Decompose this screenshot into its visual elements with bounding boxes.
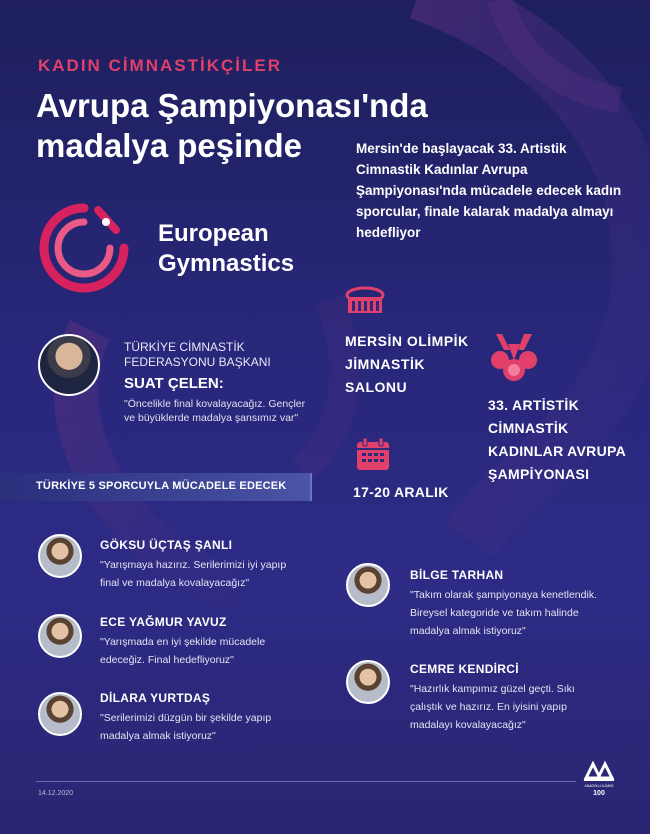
president-org-line-1: TÜRKİYE CİMNASTİK (124, 340, 245, 354)
event-dates: 17-20 ARALIK (353, 484, 449, 500)
championship-line-2: CİMNASTİK (488, 420, 569, 436)
athlete-quote-cemre (410, 680, 630, 734)
president-title (124, 340, 304, 370)
anadolu-agency-logo-icon (582, 760, 616, 798)
athlete-photo-dilara (38, 692, 82, 736)
footer-date: 14.12.2020 (38, 790, 74, 797)
president-quote: "Öncelikle final kovalayacağız. Gençler ve büyüklerde madalya şansımız var" (124, 398, 306, 424)
quote-line: "Takım olarak şampiyonaya kenetlendik. (410, 589, 597, 601)
quote-line: madalya almak istiyoruz" (100, 730, 216, 742)
championship-line-1: 33. ARTİSTİK (488, 397, 579, 413)
athlete-photo-goksu (38, 534, 82, 578)
european-gymnastics-logo-icon (36, 200, 132, 296)
president-org-line-2: FEDERASYONU BAŞKANI (124, 355, 271, 369)
athlete-photo-ece (38, 614, 82, 658)
quote-line: madalya almak istiyoruz" (410, 625, 526, 637)
medals-icon (486, 330, 542, 386)
athlete-name-ece: ECE YAĞMUR YAVUZ (100, 615, 227, 629)
quote-line: Bireysel kategoride ve takım halinde (410, 607, 579, 619)
athlete-name-goksu: GÖKSU ÜÇTAŞ ŞANLI (100, 538, 233, 552)
brand-line-1: European (158, 220, 269, 247)
summary-text: Mersin'de başlayacak 33. Artistik Cimnastik Kadınlar Avrupa Şampiyonası'nda mücadele edecek kadın sporcular, finale kalarak madalya almayı hedefliyor (356, 141, 622, 240)
headline-line-2: madalya peşinde (36, 127, 302, 164)
footer-divider (36, 781, 576, 782)
calendar-icon (355, 436, 391, 472)
brand-line-2: Gymnastics (158, 250, 295, 277)
athletes-banner-text: TÜRKİYE 5 SPORCUYLA MÜCADELE EDECEK (36, 480, 287, 492)
quote-line: madalayı kovalayacağız" (410, 719, 526, 731)
venue-name (345, 330, 485, 399)
quote-line: "Yarışmada en iyi şekilde mücadele (100, 636, 266, 648)
president-photo (38, 334, 100, 396)
quote-line: edeceğiz. Final hedefliyoruz" (100, 654, 234, 666)
venue-line-2: JİMNASTİK (345, 356, 425, 372)
president-name: SUAT ÇELEN: (124, 375, 224, 392)
athlete-quote-goksu (100, 556, 300, 592)
headline-line-1: Avrupa Şampiyonası'nda (36, 87, 428, 124)
agency-anniversary: 100 (593, 790, 605, 797)
quote-line: "Serilerimizi düzgün bir şekilde yapıp (100, 712, 272, 724)
athlete-name-bilge: BİLGE TARHAN (410, 568, 504, 582)
quote-line: "Yarışmaya hazırız. Serilerimizi iyi yapıp (100, 559, 287, 571)
quote-line: "Hazırlık kampımız güzel geçti. Sıkı (410, 683, 575, 695)
stadium-icon (345, 285, 385, 319)
championship-line-3: KADINLAR AVRUPA (488, 443, 627, 459)
athlete-quote-dilara (100, 709, 300, 745)
venue-line-3: SALONU (345, 379, 408, 395)
athlete-photo-cemre (346, 660, 390, 704)
agency-name: ANADOLU AJANSI (584, 784, 614, 788)
athlete-quote-bilge (410, 586, 630, 640)
quote-line: final ve madalya kovalayacağız" (100, 577, 250, 589)
european-gymnastics-wordmark (158, 219, 294, 279)
athlete-name-cemre: CEMRE KENDİRCİ (410, 662, 519, 676)
athlete-quote-ece (100, 633, 300, 669)
quote-line: çalıştık ve hazırız. En iyisini yapıp (410, 701, 567, 713)
athlete-name-dilara: DİLARA YURTDAŞ (100, 691, 211, 705)
venue-line-1: MERSİN OLİMPİK (345, 333, 469, 349)
championship-name (488, 394, 638, 486)
championship-line-4: ŞAMPİYONASI (488, 466, 590, 482)
athlete-photo-bilge (346, 563, 390, 607)
kicker-title: KADIN CİMNASTİKÇİLER (38, 56, 282, 75)
